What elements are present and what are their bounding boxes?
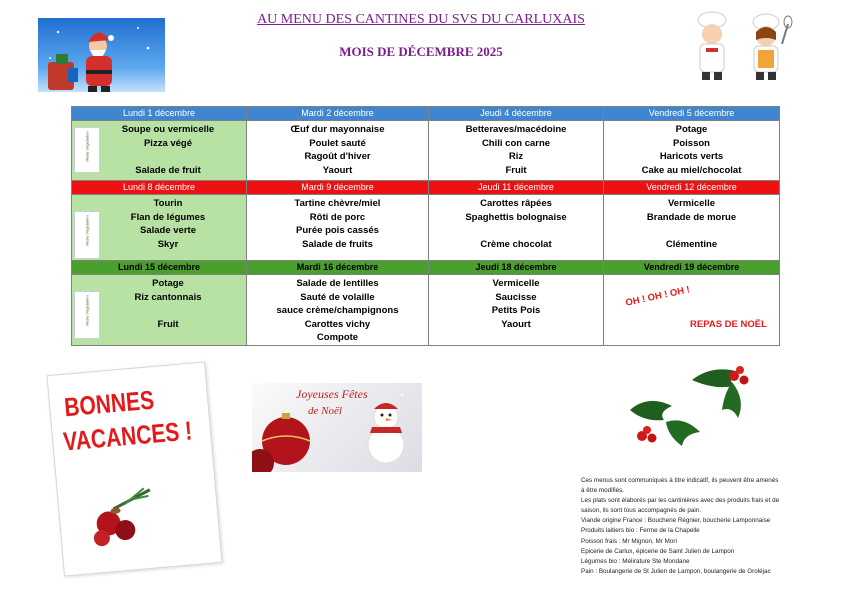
dish: Poisson bbox=[673, 137, 710, 149]
dish: Rôti de porc bbox=[309, 211, 366, 223]
chefs-picture bbox=[680, 10, 810, 82]
dish: Potage bbox=[675, 124, 708, 135]
day-header: Vendredi 5 décembre bbox=[604, 107, 780, 121]
menu-cell bbox=[72, 275, 247, 346]
dish: Skyr bbox=[157, 238, 179, 250]
dish: Flan de légumes bbox=[130, 211, 206, 223]
oh-oh-oh-text: OH ! OH ! OH ! bbox=[624, 284, 691, 309]
holly-icon bbox=[622, 360, 772, 455]
menu-cell bbox=[604, 195, 780, 261]
note-line: saison, ils sont tous accompagnés de pain. bbox=[581, 507, 702, 515]
dish: Yaourt bbox=[501, 318, 531, 330]
dish: Salade verte bbox=[140, 225, 196, 236]
christmas-meal-text: REPAS DE NOËL bbox=[690, 319, 767, 330]
note-line: Viande origine France : Boucherie Régnier, boucherie Lamponnaise bbox=[581, 517, 771, 525]
dish: Haricots verts bbox=[659, 151, 724, 162]
dish: Riz bbox=[508, 151, 524, 162]
dish: Soupe ou vermicelle bbox=[121, 124, 215, 135]
menu-cell bbox=[604, 121, 780, 181]
vacances-text: VACANCES ! bbox=[62, 416, 194, 457]
day-header: Mardi 16 décembre bbox=[247, 261, 429, 275]
note-line: Légumes bio : Mélirature Ste Mondane bbox=[581, 557, 690, 565]
ornament-icon bbox=[84, 485, 159, 551]
week3-header-row bbox=[72, 261, 780, 275]
day-header: Lundi 15 décembre bbox=[72, 261, 247, 275]
dish: Riz cantonnais bbox=[134, 291, 202, 303]
dish: Fruit bbox=[157, 318, 179, 330]
menu-cell bbox=[247, 195, 429, 261]
dish: Brandade de morue bbox=[646, 211, 737, 223]
dish: Chili con carne bbox=[481, 137, 551, 149]
note-line: Ces menus sont communiqués à titre indicatif, ils peuvent être amenés bbox=[581, 477, 779, 484]
note-line: Poisson frais : Mr Mignon, Mr Mori bbox=[581, 537, 677, 545]
menu-cell bbox=[429, 275, 604, 346]
dish: Vermicelle bbox=[492, 278, 540, 289]
menu-table bbox=[71, 106, 780, 346]
dish: Carottes vichy bbox=[304, 318, 371, 330]
menu-cell bbox=[247, 275, 429, 346]
note-line: Epicerie de Carlux, épicerie de Saint Julien de Lampon bbox=[581, 547, 735, 555]
dish: Ragoût d'hiver bbox=[304, 151, 371, 162]
week1-menu-row bbox=[72, 121, 780, 181]
joyeuses-fetes-text: Joyeuses Fêtes bbox=[296, 387, 368, 401]
menu-cell bbox=[72, 195, 247, 261]
dish: Carottes râpées bbox=[480, 198, 552, 209]
dish: Vermicelle bbox=[667, 198, 715, 209]
menu-cell bbox=[429, 121, 604, 181]
dish: Salade de fruits bbox=[302, 238, 373, 250]
dish: Poulet sauté bbox=[309, 137, 366, 149]
christmas-meal-cell bbox=[604, 275, 780, 346]
day-header: Vendredi 12 décembre bbox=[604, 181, 780, 195]
day-header: Mardi 2 décembre bbox=[247, 107, 429, 121]
info-notes bbox=[581, 476, 831, 577]
dish: Tartine chèvre/miel bbox=[294, 198, 381, 209]
week2-menu-row bbox=[72, 195, 780, 261]
dish: Pizza végé bbox=[143, 137, 193, 149]
dish: Betteraves/macédoine bbox=[465, 124, 567, 135]
note-line: Pain : Boulangerie de St Julien de Lampon, boulangerie de Groléjac bbox=[581, 567, 771, 575]
santa-picture bbox=[38, 18, 165, 100]
day-header: Mardi 9 décembre bbox=[247, 181, 429, 195]
menu-cell bbox=[247, 121, 429, 181]
day-header: Jeudi 18 décembre bbox=[429, 261, 604, 275]
dish: Purée pois cassés bbox=[296, 225, 379, 236]
dish: Clémentine bbox=[665, 238, 718, 250]
day-header: Jeudi 4 décembre bbox=[429, 107, 604, 121]
dish: Spaghettis bolognaise bbox=[465, 211, 567, 223]
dish: Salade de fruit bbox=[135, 164, 201, 176]
day-header: Vendredi 19 décembre bbox=[604, 261, 780, 275]
dish: Salade de lentilles bbox=[296, 278, 379, 289]
dish: Sauté de volaille bbox=[300, 291, 375, 303]
menu-cell bbox=[72, 121, 247, 181]
vegetarian-badge: Menu Végétarien bbox=[74, 127, 100, 173]
note-line: Les plats sont élaborés par les cantinières avec des produits frais et de bbox=[581, 497, 780, 505]
menu-title: AU MENU DES CANTINES DU SVS DU CARLUXAIS bbox=[257, 12, 585, 27]
dish: Saucisse bbox=[495, 291, 537, 303]
dish: Yaourt bbox=[322, 164, 353, 176]
day-header: Lundi 1 décembre bbox=[72, 107, 247, 121]
week2-header-row bbox=[72, 181, 780, 195]
menu-cell bbox=[429, 195, 604, 261]
vegetarian-badge: Menu Végétarien bbox=[74, 291, 100, 339]
week3-menu-row bbox=[72, 275, 780, 346]
dish: Tourin bbox=[153, 198, 183, 209]
bonnes-vacances-card bbox=[46, 361, 222, 576]
day-header: Lundi 8 décembre bbox=[72, 181, 247, 195]
vegetarian-badge: Menu Végétarien bbox=[74, 211, 100, 259]
dish: Crème chocolat bbox=[480, 238, 552, 250]
dish: Compote bbox=[316, 332, 359, 343]
dish: Potage bbox=[152, 278, 184, 289]
dish: Œuf dur mayonnaise bbox=[290, 124, 385, 135]
de-noel-text: de Noël bbox=[308, 405, 342, 417]
note-line: à être modifiés. bbox=[581, 487, 625, 495]
note-line: Produits laitiers bio : Ferme de la Chapelle bbox=[581, 527, 700, 535]
dish: sauce crème/champignons bbox=[276, 305, 399, 316]
dish: Fruit bbox=[505, 164, 527, 176]
joyeuses-fetes-card bbox=[252, 383, 422, 472]
day-header: Jeudi 11 décembre bbox=[429, 181, 604, 195]
dish: Petits Pois bbox=[491, 305, 541, 316]
bonnes-text: BONNES bbox=[63, 386, 156, 423]
month-subtitle: MOIS DE DÉCEMBRE 2025 bbox=[339, 44, 503, 59]
dish: Cake au miel/chocolat bbox=[641, 164, 742, 176]
week1-header-row bbox=[72, 107, 780, 121]
